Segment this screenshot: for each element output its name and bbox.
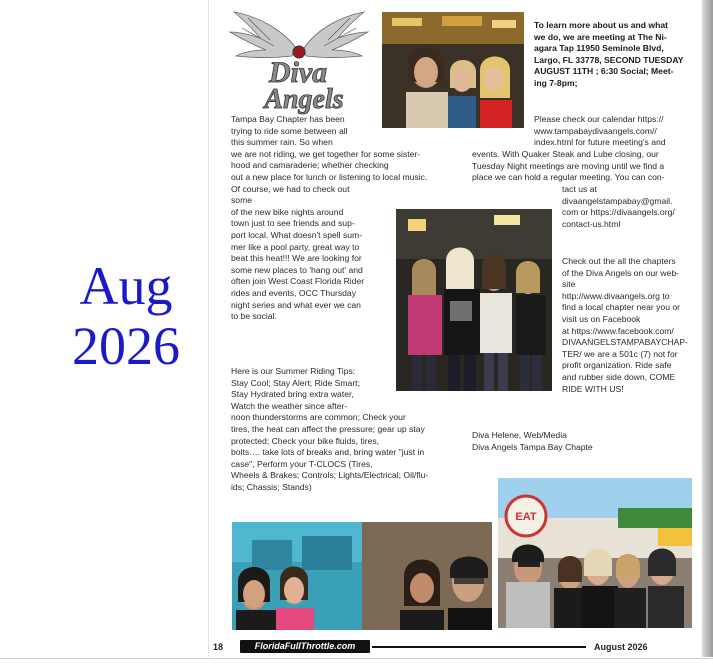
- text-line: divaangelstampabay@gmail.: [562, 195, 673, 206]
- text-line: index.html for future meeting's and: [534, 137, 666, 148]
- photo-restaurant-group: [498, 478, 692, 628]
- contact-paragraph: [562, 184, 704, 230]
- riding-tips-paragraph: [231, 366, 469, 494]
- text-line: tact us at: [562, 184, 597, 194]
- text-line: Tampa Bay Chapter has been: [231, 114, 345, 124]
- text-line: Stay Hydrated bring extra water,: [231, 389, 354, 400]
- text-line: Here is our Summer Riding Tips:: [231, 366, 356, 376]
- text-line: www.tampabaydivaangels.com//: [534, 125, 657, 136]
- text-line: agara Tap 11950 Seminole Blvd,: [534, 43, 664, 54]
- text-line: Watch the weather since after-: [231, 400, 348, 411]
- text-line: out a new place for lunch or listening to local music.: [231, 171, 428, 182]
- text-line: Diva Helene, Web/Media: [472, 430, 567, 440]
- text-line: often join West Coast Florida Rider: [231, 276, 365, 287]
- logo-graphic: [226, 8, 370, 116]
- text-line: this summer rain. So when: [231, 137, 333, 148]
- text-line: events. With Quaker Steak and Lube closing, our: [472, 149, 659, 159]
- footer-rule: [372, 646, 586, 648]
- text-line: contact-us.html: [562, 218, 621, 229]
- bottom-rule: [0, 658, 713, 659]
- text-line: ing 7-8pm;: [534, 77, 578, 88]
- text-line: Check out the all the chapters: [562, 256, 676, 266]
- text-line: AUGUST 11TH ; 6:30 Social; Meet-: [534, 66, 674, 77]
- text-line: rides and events, OCC Thursday: [231, 287, 356, 298]
- text-line: trying to ride some between all: [231, 125, 348, 136]
- text-line: beat this heat!!! We are looking for: [231, 253, 362, 264]
- text-line: profit organization. Ride safe: [562, 360, 672, 371]
- text-line: to be social.: [231, 311, 277, 322]
- events-paragraph: [472, 149, 704, 184]
- text-line: of the Diva Angels on our web-: [562, 267, 680, 278]
- text-line: protected; Check your bike fluids, tires,: [231, 435, 380, 446]
- text-line: town just to see friends and sup-: [231, 218, 355, 229]
- text-line: place we can hold a regular meeting. You can con-: [472, 172, 665, 183]
- text-line: Wheels & Brakes; Controls; Lights/Electrical; Oil/flu-: [231, 470, 429, 481]
- text-line: ids; Chassis; Stands): [231, 481, 312, 492]
- text-line: port local. What doesn't spell sum-: [231, 229, 363, 240]
- text-line: http://www.divaangels.org to: [562, 290, 670, 301]
- year-label: 2026: [72, 316, 180, 376]
- svg-text:Angels: Angels: [264, 84, 344, 115]
- diva-angels-logo: [226, 8, 370, 116]
- text-line: case", Perform your T-CLOCS (Tires,: [231, 458, 373, 469]
- text-line: night series and what ever we can: [231, 299, 361, 310]
- svg-text:EAT: EAT: [515, 511, 537, 523]
- issue-date: August 2026: [594, 642, 648, 652]
- text-line: of the new bike nights around: [231, 206, 344, 217]
- text-line: TER/ we are a 501c (7) not for: [562, 348, 678, 359]
- text-line: find a local chapter near you or: [562, 302, 680, 313]
- month-label: Aug: [79, 256, 173, 316]
- text-line: at https://www.facebook.com/: [562, 325, 674, 336]
- text-line: Tuesday Night meetings are moving until we find a: [472, 160, 665, 171]
- magazine-name-banner: FloridaFullThrottle.com: [240, 640, 370, 653]
- text-line: and rubber side down, COME: [562, 371, 676, 382]
- text-line: Please check our calendar https://: [534, 114, 664, 124]
- text-line: hood and camaraderie; whether checking: [231, 160, 389, 171]
- text-line: Of course, we had to check out: [231, 183, 350, 194]
- text-line: some new places to 'hang out' and: [231, 264, 363, 275]
- text-line: com or https://divaangels.org/: [562, 207, 675, 218]
- month-stamp: [40, 256, 212, 376]
- text-line: DIVAANGELSTAMPABAYCHAP-: [562, 337, 688, 348]
- text-line: noon thunderstorms are common; Check your: [231, 412, 406, 423]
- photo-bar-selfie: [382, 12, 524, 128]
- calendar-paragraph: [534, 114, 704, 149]
- text-line: tires, the heat can affect the pressure; gear up stay: [231, 423, 425, 434]
- text-line: site: [562, 279, 576, 290]
- text-line: visit us on Facebook: [562, 313, 641, 324]
- text-line: RIDE WITH US!: [562, 383, 624, 394]
- text-line: we are not riding, we get together for some sister-: [231, 148, 421, 159]
- svg-text:Diva: Diva: [268, 56, 328, 89]
- text-line: some: [231, 195, 253, 206]
- text-line: we do, we are meeting at The Ni-: [534, 31, 667, 42]
- chapters-paragraph: [562, 256, 704, 395]
- text-line: Stay Cool; Stay Alert; Ride Smart;: [231, 377, 360, 388]
- signature: [472, 430, 704, 453]
- text-line: mer like a pool party, great way to: [231, 241, 360, 252]
- meeting-paragraph: [534, 20, 704, 90]
- text-line: To learn more about us and what: [534, 20, 669, 30]
- page-number: 18: [213, 642, 224, 652]
- text-line: Largo, FL 33778, SECOND TUESDAY: [534, 54, 684, 65]
- photo-group-bike-night: [396, 209, 552, 391]
- photo-pool-party: [232, 522, 492, 630]
- text-line: bolts…. take lots of breaks and, bring water "just in: [231, 447, 425, 458]
- text-line: Diva Angels Tampa Bay Chapte: [472, 441, 593, 452]
